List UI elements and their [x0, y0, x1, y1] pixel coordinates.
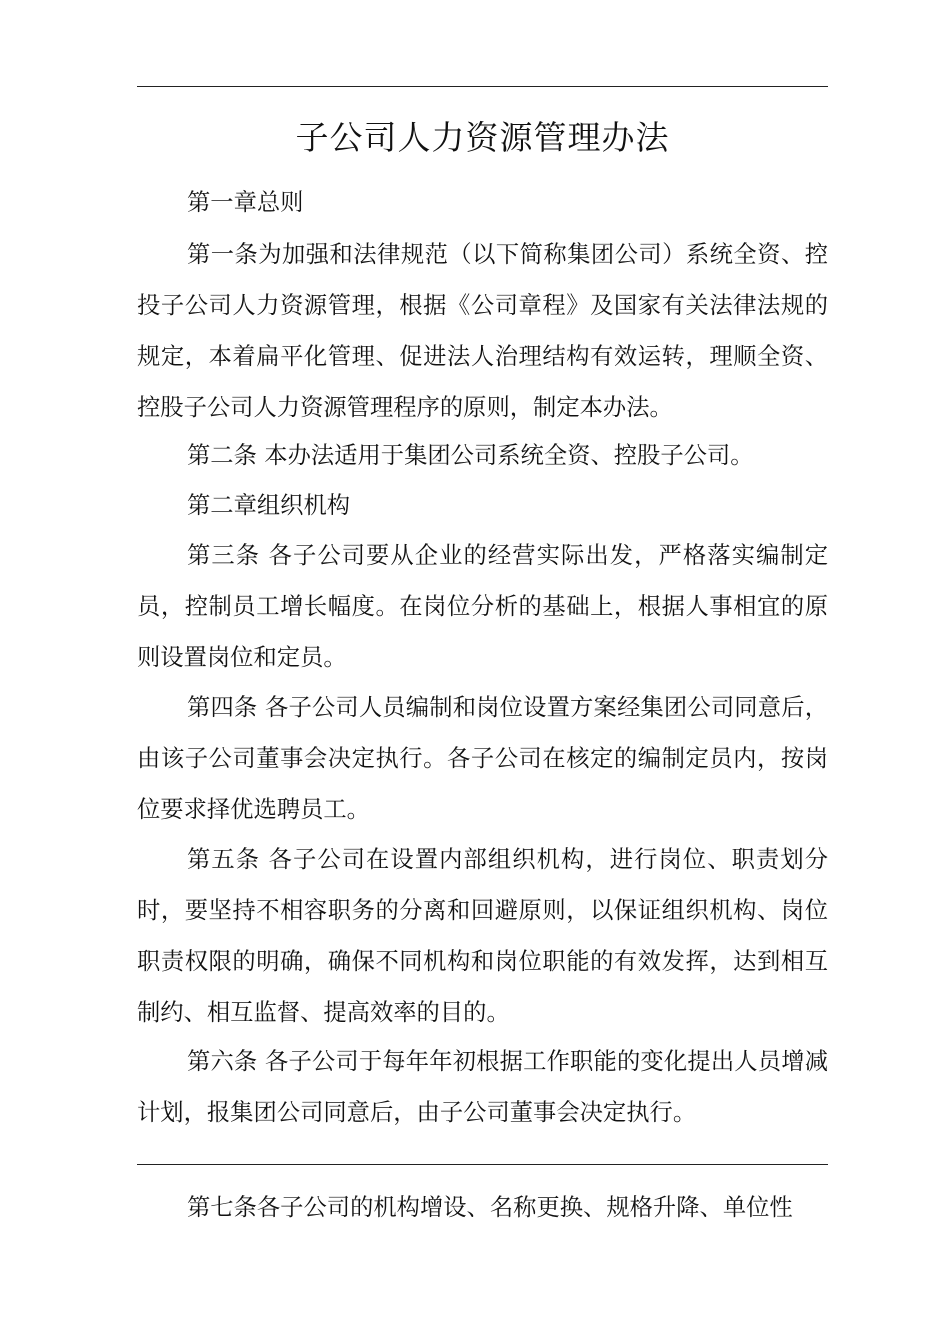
footer-rule — [137, 1164, 828, 1165]
article-4: 第四条 各子公司人员编制和岗位设置方案经集团公司同意后，由该子公司董事会决定执行。各子公司在核定的编制定员内，按岗位要求择优选聘员工。 — [137, 694, 828, 823]
chapter-heading-1: 第一章总则 — [187, 189, 304, 216]
article-2: 第二条 本办法适用于集团公司系统全资、控股子公司。 — [187, 442, 754, 469]
article-1: 第一条为加强和法律规范（以下简称集团公司）系统全资、控投子公司人力资源管理，根据《公司章程》及国家有关法律法规的规定，本着扁平化管理、促进法人治理结构有效运转，理顺全资、控股子公司人力资源管理程序的原则，制定本办法。 — [137, 241, 828, 421]
article-5: 第五条 各子公司在设置内部组织机构，进行岗位、职责划分时，要坚持不相容职务的分离和回避原则，以保证组织机构、岗位职责权限的明确，确保不同机构和岗位职能的有效发挥，达到相互制约、相互监督、提高效率的目的。 — [137, 846, 828, 1026]
header-rule — [137, 86, 828, 87]
article-7-start: 第七条各子公司的机构增设、名称更换、规格升降、单位性 — [187, 1194, 793, 1221]
article-3: 第三条 各子公司要从企业的经营实际出发，严格落实编制定员，控制员工增长幅度。在岗位分析的基础上，根据人事相宜的原则设置岗位和定员。 — [137, 542, 828, 671]
article-6: 第六条 各子公司于每年年初根据工作职能的变化提出人员增减计划，报集团公司同意后，由子公司董事会决定执行。 — [137, 1048, 828, 1126]
document-title: 子公司人力资源管理办法 — [295, 118, 670, 157]
chapter-heading-2: 第二章组织机构 — [187, 492, 351, 519]
